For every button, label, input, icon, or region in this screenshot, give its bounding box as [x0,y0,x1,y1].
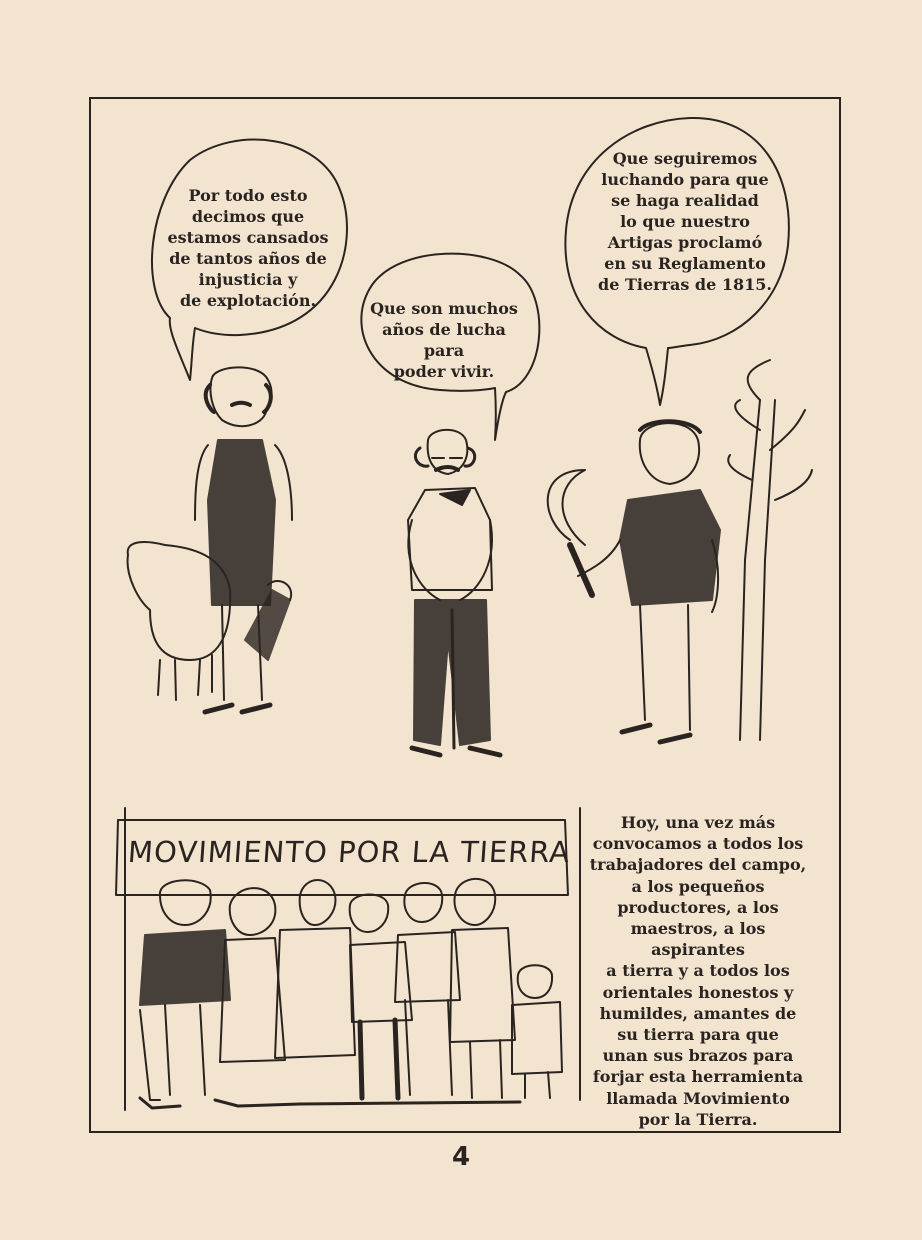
figure-young-man-with-sickle [548,360,812,742]
speech-line: lo que nuestro [620,212,750,231]
speech-line: injusticia y [198,270,298,289]
closing-line: llamada Movimiento [606,1088,790,1108]
speech-line: años de lucha para [382,320,506,360]
page-number: 4 [451,1142,471,1172]
speech-line: de Tierras de 1815. [598,275,772,294]
speech-line: de explotación. [179,291,317,310]
speech-line: luchando para que [601,170,769,189]
speech-line: en su Reglamento [604,254,766,273]
banner-text: MOVIMIENTO POR LA TIERRA [126,835,572,869]
speech-line: Artigas proclamó [607,233,763,252]
speech-line: de tantos años de [169,249,327,268]
speech-line: Que seguiremos [612,149,758,168]
figure-man-with-sheep [128,367,292,712]
speech-line: se haga realidad [611,191,759,210]
closing-line: convocamos a todos los [592,834,804,854]
closing-line: Hoy, una vez más [620,813,776,832]
closing-paragraph [586,812,810,1130]
closing-line: su tierra para que [617,1025,779,1045]
speech-line: decimos que [191,207,305,226]
closing-line: forjar esta herramienta [592,1067,804,1087]
closing-line: humildes, amantes de [599,1003,797,1023]
closing-line: unan sus brazos para [602,1046,794,1066]
group-of-people [140,879,562,1108]
figure-old-man [408,430,500,755]
closing-line: a los pequeños [631,876,765,896]
closing-line: a tierra y a todos los [606,961,790,981]
speech-line: estamos cansados [167,228,329,247]
closing-line: por la Tierra. [638,1109,758,1129]
closing-line: productores, a los [617,897,779,917]
speech-line: Que son muchos [370,299,518,318]
speech-line: poder vivir. [393,362,495,381]
closing-line: trabajadores del campo, [589,855,807,875]
speech-text-left [166,185,330,311]
closing-line: orientales honestos y [602,982,794,1002]
speech-text-right [596,148,774,295]
closing-line: maestros, a los aspirantes [630,919,766,960]
speech-text-middle [360,298,528,382]
speech-line: Por todo esto [188,186,308,205]
